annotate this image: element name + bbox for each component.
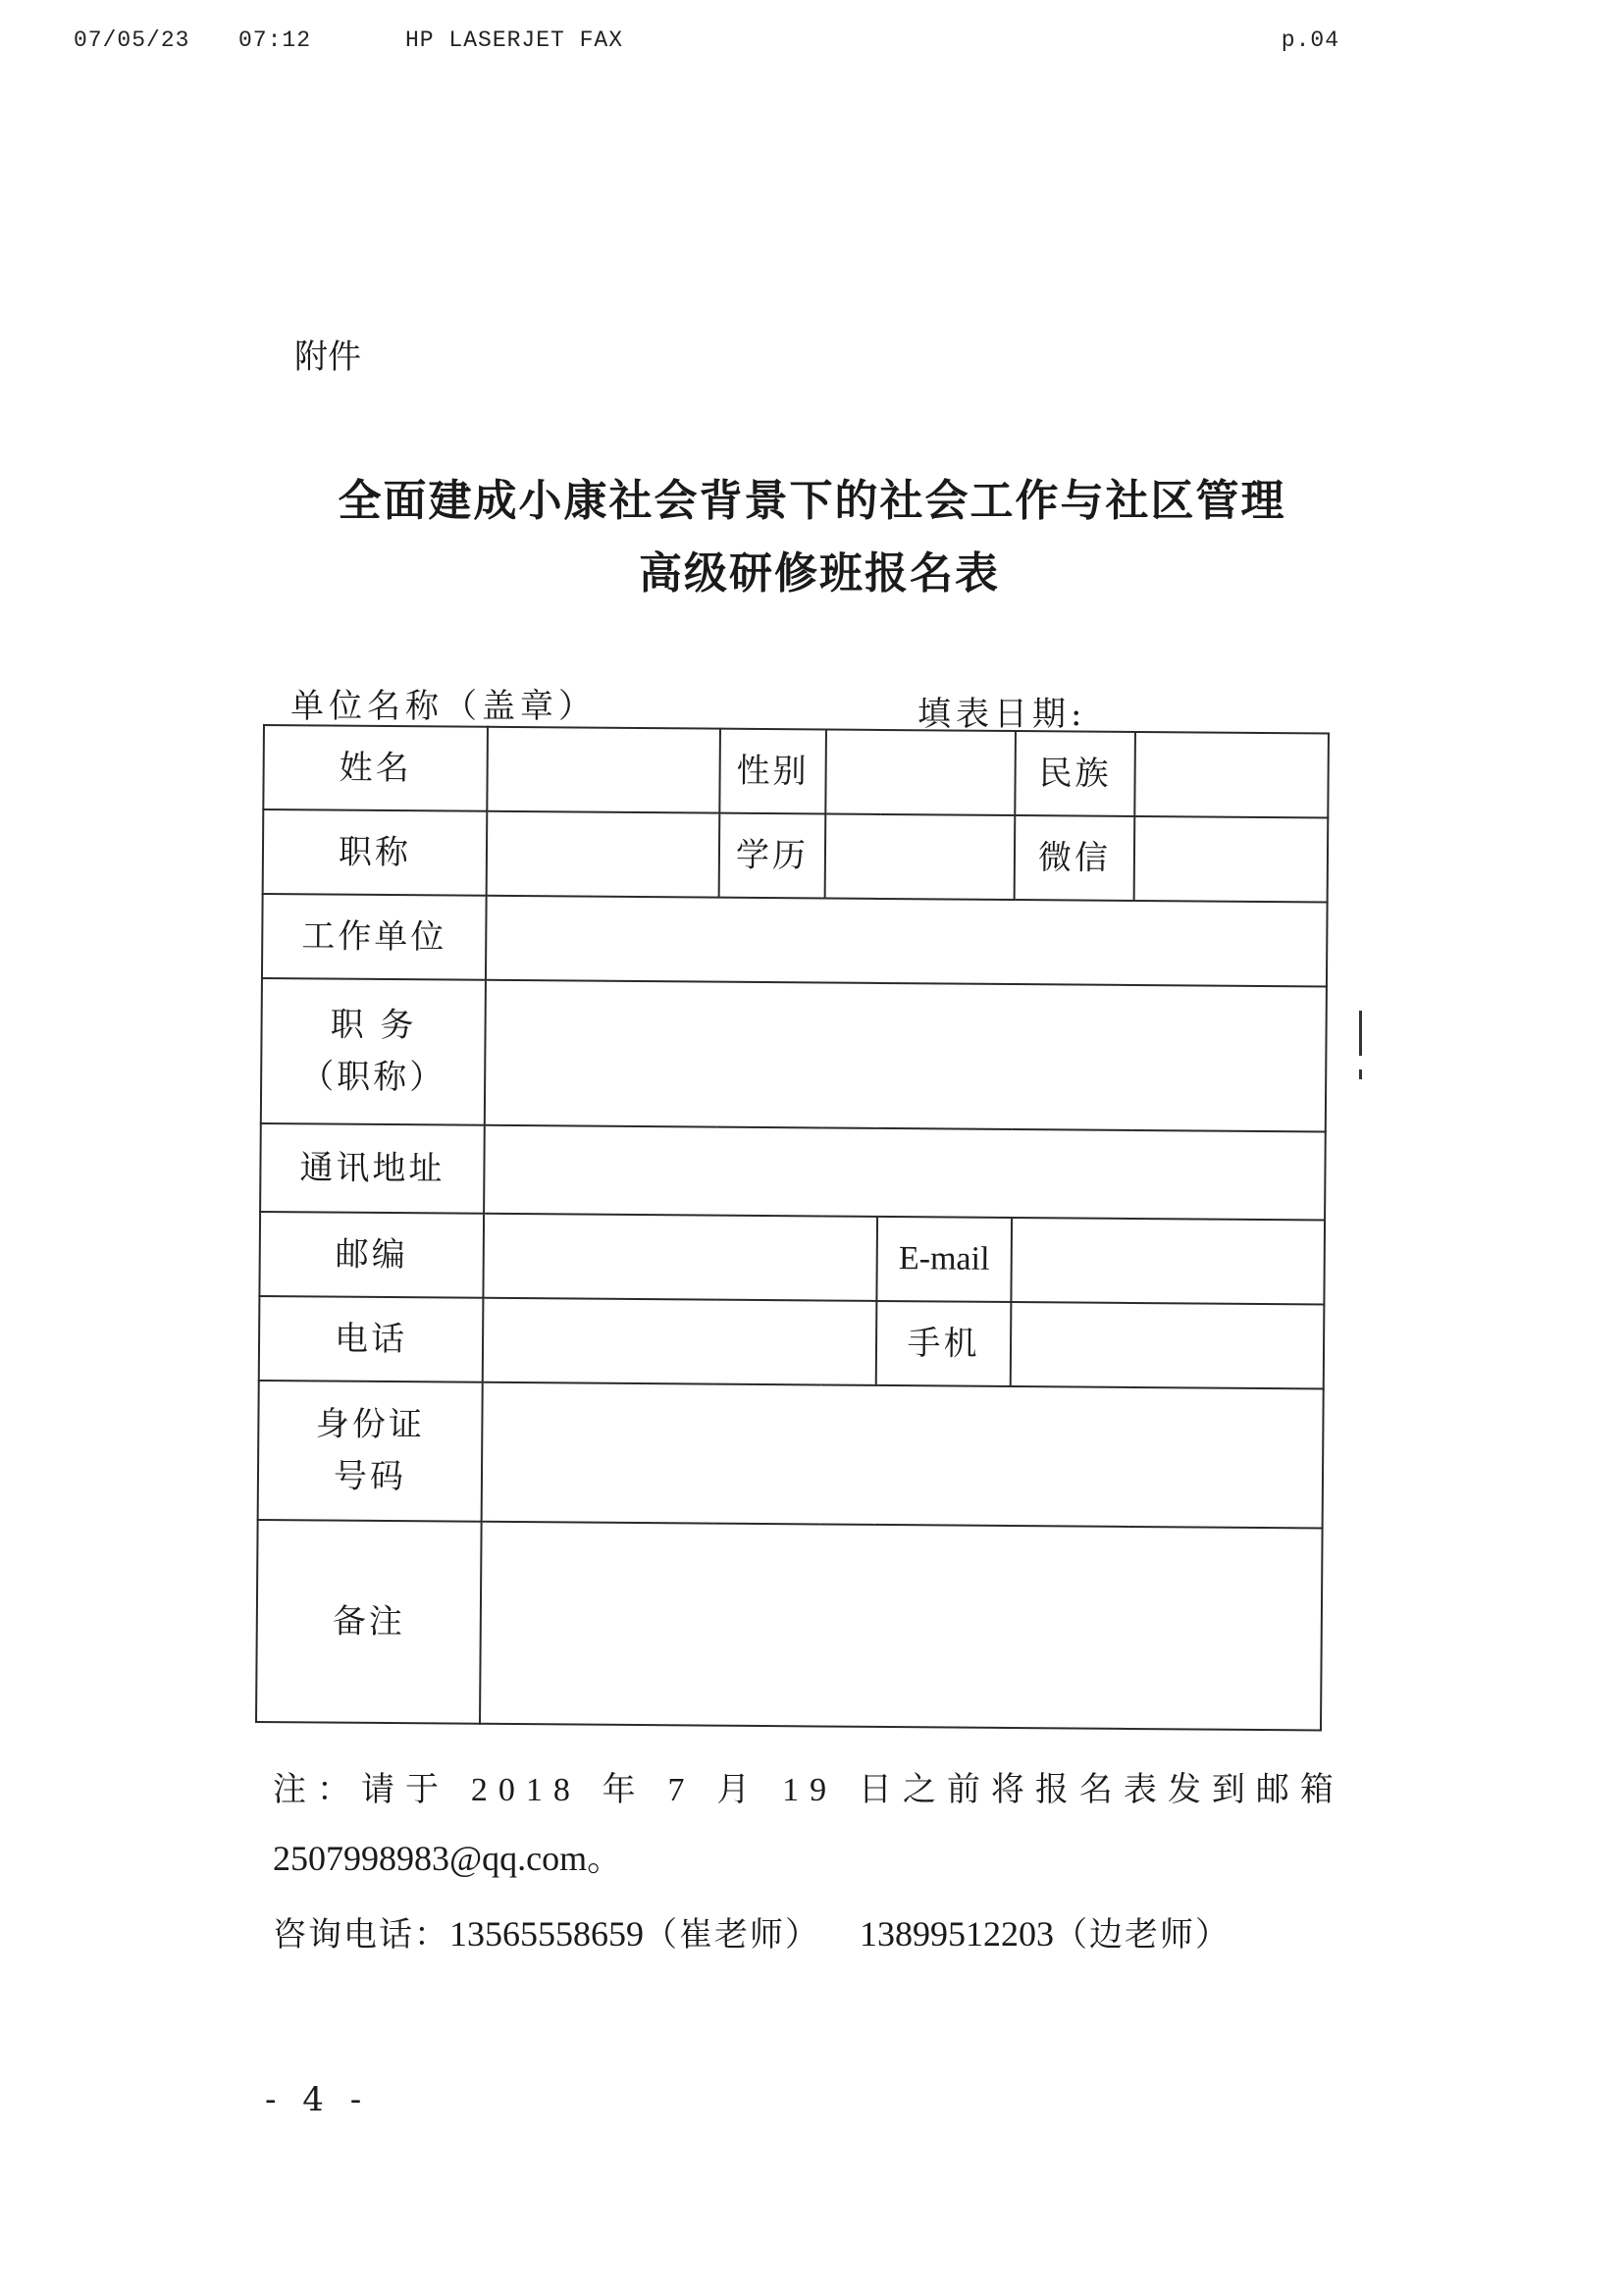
mobile-field[interactable] [1011,1302,1325,1389]
mobile-label: 手机 [876,1301,1012,1386]
note-day: 19 [782,1772,838,1808]
title-label: 职称 [263,809,488,896]
contact-phone-1: 13565558659 [449,1914,644,1954]
note-year: 2018 [470,1772,581,1808]
fax-device: HP LASERJET FAX [405,27,624,53]
fax-header [74,27,1339,63]
fax-time: 07:12 [238,27,312,53]
work-unit-field[interactable] [486,896,1328,987]
name-field[interactable] [487,727,720,813]
table-row [259,1212,1325,1305]
table-row [260,1123,1326,1221]
title-field[interactable] [487,811,720,898]
contact-name-1: （崔老师） [644,1915,820,1954]
table-row [263,809,1329,903]
id-number-label [258,1381,483,1522]
table-row [261,978,1327,1132]
contact-line [273,1907,1313,1955]
unit-name-label: 单位名称（盖章） [290,687,597,726]
remarks-label: 备注 [256,1520,482,1724]
id-number-label-line-2: 号码 [333,1456,407,1497]
phone-field[interactable] [483,1298,877,1385]
fill-date-label: 填表日期: [917,695,1087,734]
attachment-label: 附件 [294,338,361,377]
submission-email: 2507998983@qq.com。 [273,1839,623,1878]
table-row [263,725,1329,818]
ethnicity-field[interactable] [1134,732,1329,818]
note-suffix: 日之前将报名表发到邮箱 [858,1770,1344,1809]
scan-mark [1359,1011,1362,1056]
education-field[interactable] [825,814,1016,901]
fax-page: p.04 [1281,27,1339,53]
note-prefix: 注：请于 [273,1770,449,1809]
contact-label: 咨询电话： [273,1915,449,1954]
position-label-line-2: （职称） [300,1057,446,1098]
address-label: 通讯地址 [260,1123,485,1214]
phone-label: 电话 [259,1296,484,1382]
table-row [262,894,1328,987]
contact-name-2: （边老师） [1054,1915,1231,1954]
deadline-note [273,1762,1344,1810]
title-line-2: 高级研修班报名表 [639,548,1000,599]
title-line-1: 全面建成小康社会背景下的社会工作与社区管理 [338,476,1286,526]
name-label: 姓名 [263,725,488,811]
position-field[interactable] [485,980,1327,1132]
gender-label: 性别 [719,729,826,814]
registration-form [263,724,1328,1723]
postcode-field[interactable] [483,1214,877,1301]
note-month: 7 [667,1772,696,1808]
page-number: - 4 - [265,2080,370,2119]
wechat-field[interactable] [1134,816,1329,903]
scan-mark [1359,1069,1362,1079]
note-month-unit: 月 [716,1770,761,1809]
position-label-line-1: 职 务 [330,1005,417,1046]
id-number-field[interactable] [482,1382,1324,1529]
registration-table [255,724,1330,1732]
ethnicity-label: 民族 [1015,731,1135,816]
postcode-label: 邮编 [259,1212,484,1298]
education-label: 学历 [719,813,826,899]
fax-date: 07/05/23 [74,27,190,53]
gender-field[interactable] [825,730,1016,816]
remarks-field[interactable] [480,1522,1323,1731]
wechat-label: 微信 [1015,815,1135,901]
work-unit-label: 工作单位 [262,894,487,980]
table-row [256,1520,1323,1731]
id-number-label-line-1: 身份证 [315,1404,426,1445]
email-label: E-mail [876,1217,1012,1302]
position-label [261,978,486,1125]
table-row [259,1296,1325,1389]
table-row [258,1381,1324,1529]
email-field[interactable] [1011,1218,1325,1305]
note-year-unit: 年 [602,1770,647,1809]
contact-phone-2: 13899512203 [860,1914,1054,1954]
address-field[interactable] [484,1125,1326,1221]
